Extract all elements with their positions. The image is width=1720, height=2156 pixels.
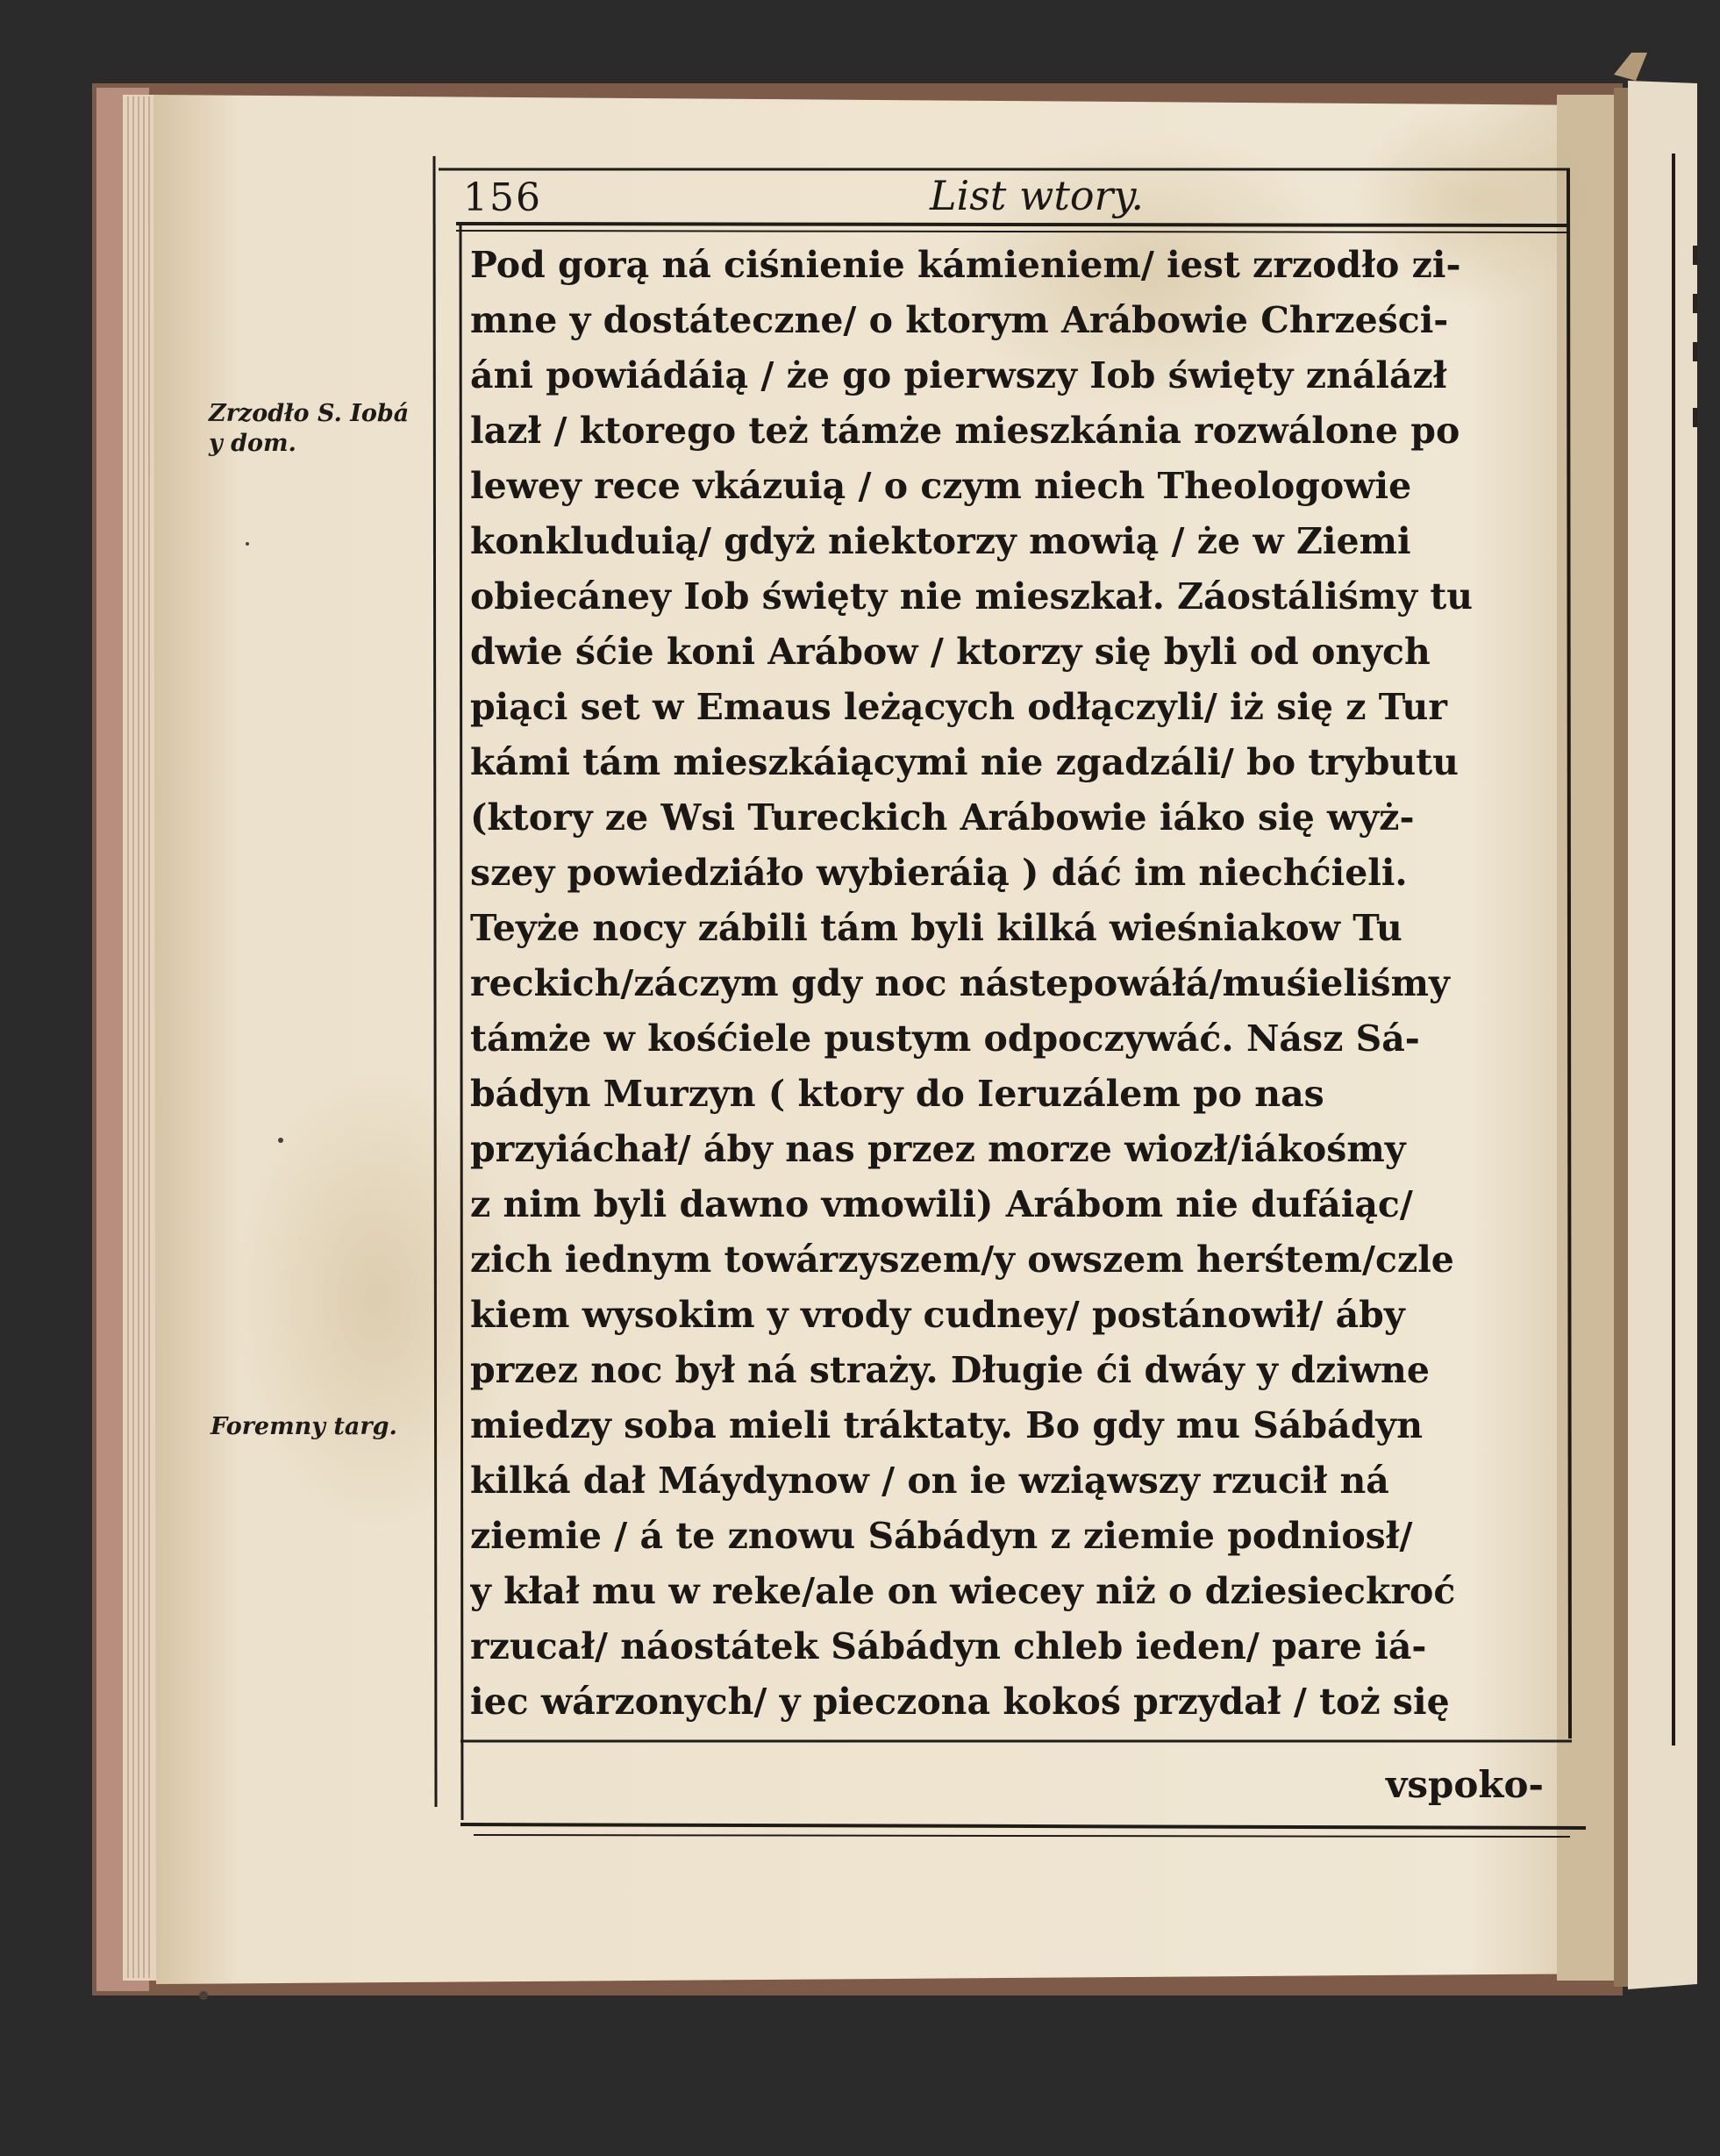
text-line: kámi tám mieszkáiącymi nie zgadzáli/ bo trybutu [470,741,1459,783]
text-line: (ktory ze Wsi Tureckich Arábowie iáko się wyż- [470,796,1415,839]
page-number: 156 [463,175,542,220]
text-line: áni powiádáią / że go pierwszy Iob święty ználázł [470,354,1447,396]
text-line: kilká dał Máydynow / on ie wziąwszy rzucił ná [470,1460,1389,1502]
text-line: ziemie / á te znowu Sábádyn z ziemie podniosł/ [470,1515,1413,1557]
text-line: Teyże nocy zábili tám byli kilká wieśniakow Tu [470,907,1402,949]
text-line: rzucał/ náostátek Sábádyn chleb ieden/ pare iá- [470,1625,1427,1667]
text-line: miedzy soba mieli tráktaty. Bo gdy mu Sábádyn [470,1404,1423,1446]
text-line: dwie śćie koni Arábow / ktorzy się byli od onych [470,631,1431,673]
text-line: bádyn Murzyn ( ktory do Ieruzálem po nas [470,1073,1324,1115]
text-line: przyiáchał/ áby nas przez morze wiozł/iákośmy [470,1128,1406,1170]
text-line: konkluduią/ gdyż niektorzy mowią / że w Ziemi [470,520,1411,562]
text-line: támże w kośćiele pustym odpoczywáć. Nász Sá- [470,1017,1420,1060]
margin-note: Zrzodło S. Iobá y dom. [209,400,410,457]
running-head: List wtory. [930,172,1145,219]
text-line: przez noc był ná straży. Długie ći dwáy y dziwne [470,1349,1430,1391]
text-line: Pod gorą ná ciśnienie kámieniem/ iest zrzodło zi- [470,244,1461,286]
text-line: kiem wysokim y vrody cudney/ postánowił/ áby [470,1294,1405,1336]
text-line: y kłał mu w reke/ale on wiecey niż o dziesieckroć [470,1570,1456,1612]
body-text [467,239,1559,1737]
text-line: reckich/záczym gdy noc nástepowáłá/muśieliśmy [470,962,1450,1004]
margin-note: Foremny targ. [211,1413,397,1440]
text-line: lewey rece vkázuią / o czym niech Theologowie [470,465,1412,507]
text-line: mne y dostáteczne/ o ktorym Arábowie Chrześci- [470,299,1449,341]
catchword: vspoko- [1386,1763,1544,1806]
text-line: zich iednym towárzyszem/y owszem herśtem/czle [470,1239,1454,1281]
text-line: z nim byli dawno vmowili) Arábom nie dufáiąc/ [470,1183,1413,1225]
text-line: piąci set w Emaus leżących odłączyli/ iż się z Tur [470,686,1447,728]
text-line: iec wárzonych/ y pieczona kokoś przydał / toż się [470,1681,1450,1723]
text-line: lazł / ktorego też támże mieszkánia rozwálone po [470,410,1460,452]
text-line: obiecáney Iob święty nie mieszkał. Záostáliśmy tu [470,575,1474,618]
text-line: szey powiedziáło wybieráią ) dáć im niechćieli. [470,852,1408,894]
